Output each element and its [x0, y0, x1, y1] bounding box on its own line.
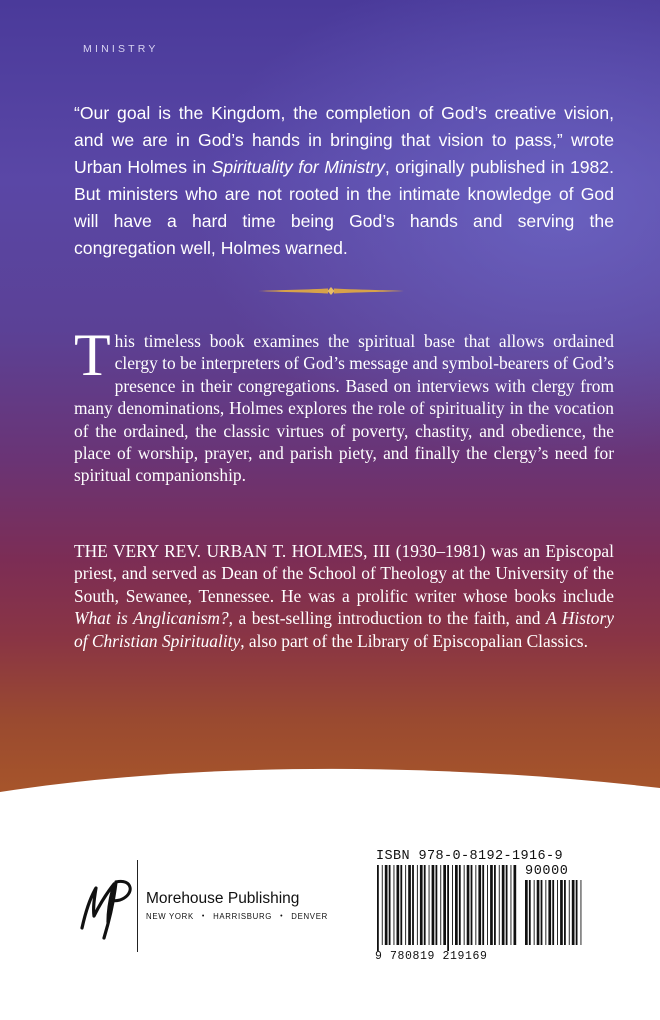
- ornament-divider: [256, 284, 406, 298]
- quote-book-title: Spirituality for Ministry: [211, 157, 385, 177]
- logo-divider: [137, 860, 138, 952]
- city-separator: •: [201, 913, 206, 920]
- bio-text-3: , also part of the Library of Episcopalian Classics.: [240, 630, 588, 651]
- barcode-digits: 9 780819 219169: [375, 950, 488, 963]
- bio-book-2: A History of Christian Spirituality: [74, 608, 614, 651]
- publisher-logo-icon: [76, 870, 136, 942]
- isbn-label: ISBN 978-0-8192-1916-9: [376, 849, 564, 864]
- city-harrisburg: HARRISBURG: [213, 912, 273, 921]
- category-label: MINISTRY: [83, 43, 159, 55]
- city-new-york: NEW YORK: [146, 912, 194, 921]
- city-denver: DENVER: [291, 912, 328, 921]
- isbn-barcode: [377, 865, 519, 951]
- publisher-name: Morehouse Publishing: [146, 890, 300, 907]
- city-separator: •: [280, 913, 284, 920]
- quote-text-start: “Our goal is the Kingdom, the completion of God’s creative vision, and we are in God’s hands in bringing that vision to pass,” wrote Urban Holmes in: [74, 103, 614, 177]
- price-code: 90000: [525, 864, 569, 879]
- bio-book-1: What is Anglicanism?: [74, 608, 229, 629]
- author-bio: [74, 540, 614, 652]
- book-description: [74, 322, 614, 487]
- description-text: his timeless book examines the spiritual base that allows ordained clergy to be interpreters of God’s message and symbol-bearers of God’s presence in their congregations. Based on interviews with clergy from many denominations, Holmes explores the role of spirituality in the vocation of the ordained, the classic virtues of poverty, chastity, and obedience, the place of worship, prayer, and parish piety, and finally the clergy’s need for spiritual companionship.: [74, 331, 614, 486]
- quote-text-end: , originally published in 1982. But ministers who are not rooted in the intimate knowledge of God will have a hard time being God’s hands and serving the congregation well, Holmes warned.: [74, 157, 614, 258]
- bio-text-2: , a best-selling introduction to the faith, and: [228, 608, 546, 629]
- price-barcode: [525, 880, 585, 951]
- author-name: THE VERY REV. URBAN T. HOLMES, III: [74, 541, 391, 561]
- publisher-cities: [146, 912, 328, 921]
- bio-text-1: (1930–1981) was an Episcopal priest, and served as Dean of the School of Theology at the University of the South, Sewanee, Tennessee. He was a prolific writer whose books include: [74, 541, 614, 606]
- pull-quote: [74, 100, 614, 262]
- drop-cap: T: [74, 322, 111, 388]
